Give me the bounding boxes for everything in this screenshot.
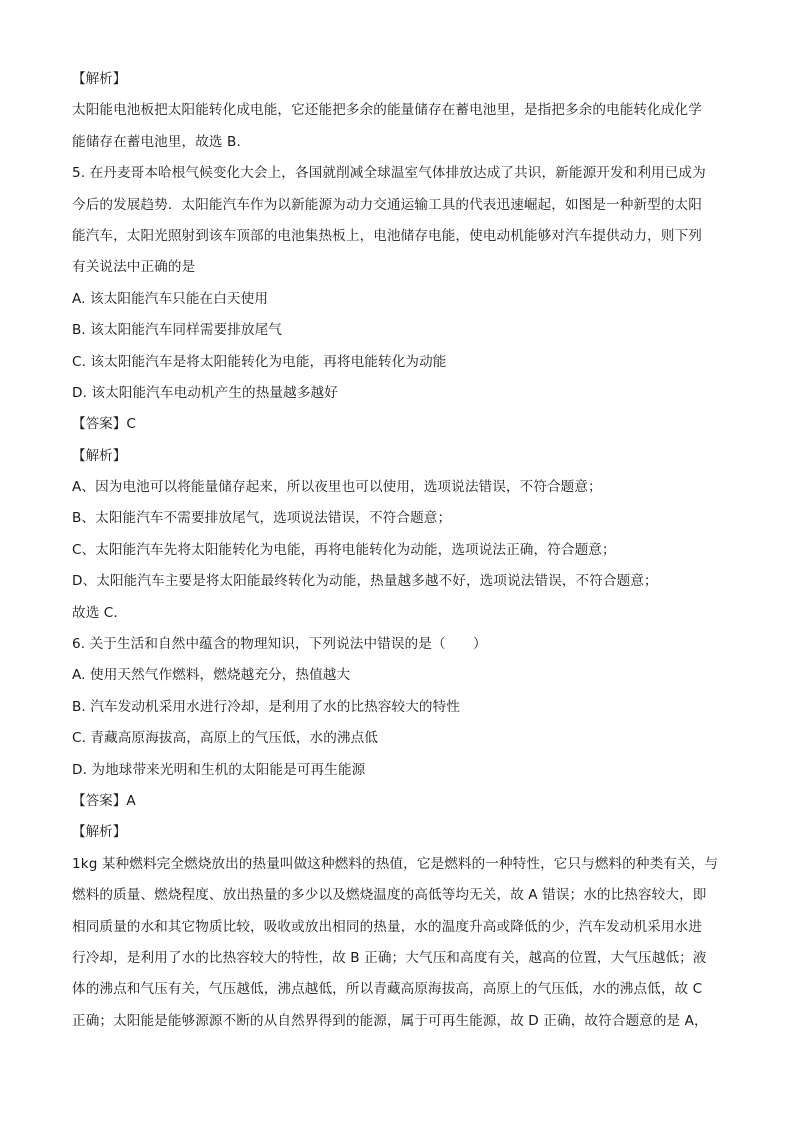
answer-option: D. 该太阳能汽车电动机产生的热量越多越好	[72, 384, 338, 401]
section-tag: 【解析】	[72, 824, 127, 841]
answer-option: C. 青藏高原海拔高，高原上的气压低，水的沸点低	[72, 730, 379, 747]
paragraph-line: 故选 C．	[72, 604, 128, 621]
paragraph-line: 今后的发展趋势．太阳能汽车作为以新能源为动力交通运输工具的代表迅速崛起，如图是一种新型的太阳	[72, 196, 702, 213]
paragraph-line: 燃料的质量、燃烧程度、放出热量的多少以及燃烧温度的高低等均无关，故 A 错误；水的比热容较大，即	[72, 887, 707, 904]
paragraph-line: 太阳能电池板把太阳能转化成电能，它还能把多余的能量储存在蓄电池里，是指把多余的电能转化成化学	[72, 102, 702, 119]
answer-option: A. 使用天然气作燃料，燃烧越充分，热值越大	[72, 667, 351, 684]
answer-option: C. 该太阳能汽车是将太阳能转化为电能，再将电能转化为动能	[72, 353, 447, 370]
answer-key: 【答案】C	[72, 416, 136, 433]
paragraph-line: 相同质量的水和其它物质比较，吸收或放出相同的热量，水的温度升高或降低的少，汽车发动机采用水进	[72, 918, 702, 935]
answer-option: D. 为地球带来光明和生机的太阳能是可再生能源	[72, 761, 366, 778]
answer-key: 【答案】A	[72, 792, 136, 809]
document-body	[72, 64, 732, 1037]
paragraph-line: D、太阳能汽车主要是将太阳能最终转化为动能，热量越多越不好，选项说法错误，不符合题意；	[72, 573, 658, 590]
paragraph-line: A、因为电池可以将能量储存起来，所以夜里也可以使用，选项说法错误，不符合题意；	[72, 479, 602, 496]
answer-option: B. 该太阳能汽车同样需要排放尾气	[72, 322, 282, 339]
answer-option: A. 该太阳能汽车只能在白天使用	[72, 290, 269, 307]
section-tag: 【解析】	[72, 447, 127, 464]
paragraph-line: 1kg 某种燃料完全燃烧放出的热量叫做这种燃料的热值，它是燃料的一种特性，它只与燃料的种类有关，与	[72, 855, 719, 872]
paragraph-line: C、太阳能汽车先将太阳能转化为电能，再将电能转化为动能，选项说法正确，符合题意；	[72, 541, 616, 558]
question-stem: 5. 在丹麦哥本哈根气候变化大会上，各国就削减全球温室气体排放达成了共识，新能源开发和利用已成为	[72, 165, 706, 182]
paragraph-line: B、太阳能汽车不需要排放尾气，选项说法错误，不符合题意；	[72, 510, 452, 527]
question-stem: 6. 关于生活和自然中蕴含的物理知识，下列说法中错误的是（ ）	[72, 636, 487, 653]
paragraph-line: 能汽车，太阳光照射到该车顶部的电池集热板上，电池储存电能，使电动机能够对汽车提供动力，则下列	[72, 227, 702, 244]
answer-option: B. 汽车发动机采用水进行冷却，是利用了水的比热容较大的特性	[72, 698, 460, 715]
paragraph-line: 能储存在蓄电池里，故选 B．	[72, 133, 251, 150]
paragraph-line: 正确；太阳能是能够源源不断的从自然界得到的能源，属于可再生能源，故 D 正确，故符合题意的是 A，	[72, 1012, 708, 1029]
paragraph-line: 有关说法中正确的是	[72, 259, 196, 276]
paragraph-line: 体的沸点和气压有关，气压越低，沸点越低，所以青藏高原海拔高，高原上的气压低，水的沸点低，故 C	[72, 981, 703, 998]
paragraph-line: 行冷却，是利用了水的比热容较大的特性，故 B 正确；大气压和高度有关，越高的位置，大气压越低；液	[72, 949, 707, 966]
section-tag: 【解析】	[72, 71, 127, 87]
